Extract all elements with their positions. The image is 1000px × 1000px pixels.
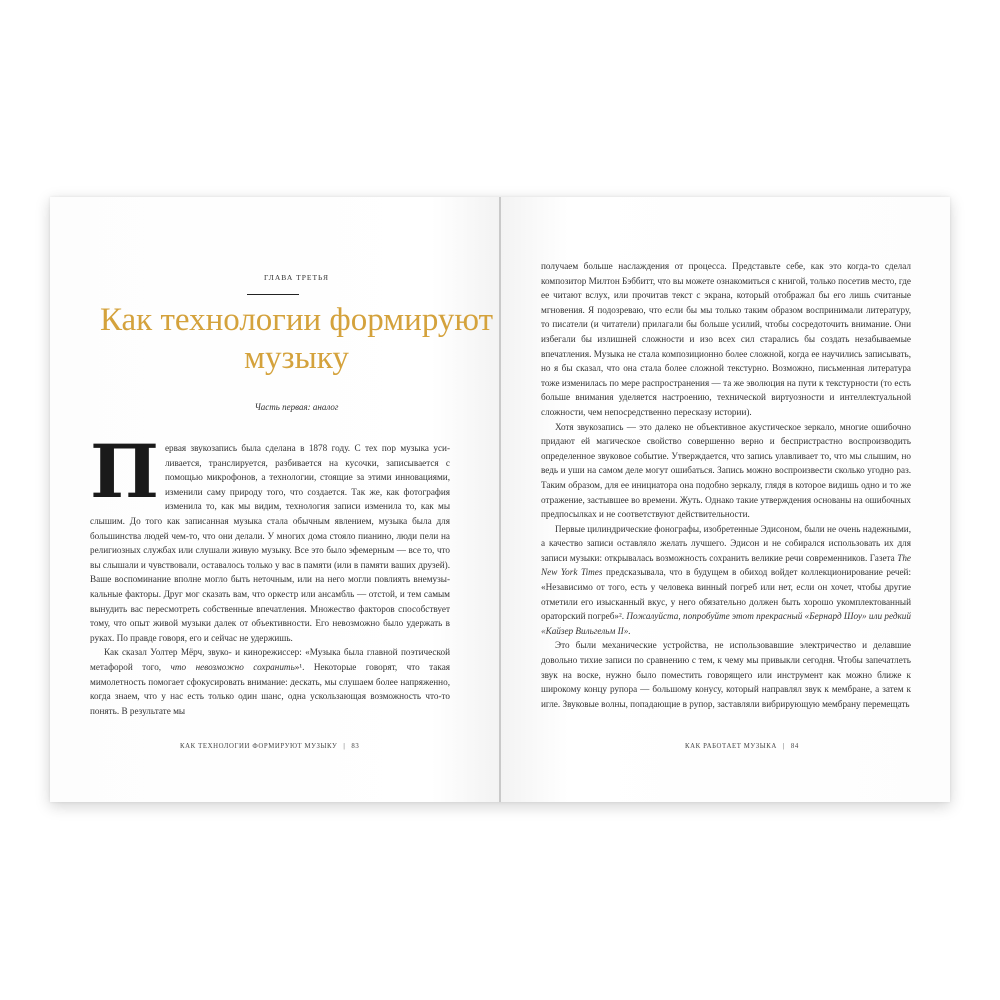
left-page [50, 197, 499, 802]
paragraph-text: Первые цилиндрические фонографы, изобретенные Эдисоном, были не очень надежными, а качество записи оставляло желать лучшего. Эдисон и не собирался использовать их для записи музыки: открывалась возможность сохранить великие речи современников. Газета [541, 523, 911, 563]
paragraph [90, 429, 450, 645]
right-page [501, 197, 950, 802]
page-number: 83 [351, 743, 360, 750]
paragraph [541, 522, 911, 639]
paragraph: Хотя звукозапись — это далеко не объективное акустическое зеркало, многие ошибочно придают ей магическое свойство совершенно верно и беспристрастно воспроизводить определенное звуковое событие. Утверждается, что запись улавливает то, что мы слышим, но ведь и уши на самом деле могут ошибаться. Запись можно воспроизвести сколько угодно раз. Таким образом, для ее инициатора она подобно зеркалу, глядя в которое видишь одно и то же отражение, застывшее во времени. Жуть. Однако такие утверждения основаны на ошибочных предпосылках и не соответствуют действительности. [541, 421, 911, 520]
left-page-footer [180, 743, 359, 750]
paragraph-text: ервая звукозапись была сделана в 1878 году. С тех пор музыка усиливается, транслируется, разбивается на кусочки, записывается с помощью микрофонов, а технологии, стоящие за этими инновациями, изменили саму природу того, что создается. Так же, как фотография изменила то, как мы видим, технология записи изменила то, как мы слышим. До того как записанная музыка стала обычным явлением, музыка была для большинства людей чем-то, что они делали. У многих дома стояло пианино, люди пели на религиозных службах или слушали живую музыку. Все это было эфемерным — все то, что вы слышали и чувствовали, оставалось только у вас в памяти (или в памяти ваших друзей). Ваше воспоминание вполне могло быть неточным, или на него могли повлиять внемузыкальные факторы. Друг мог сказать вам, что оркестр или ансамбль — отстой, и тем самым вынудить вас пересмотреть собственные впечатления. Множество факторов способствует тому, что опыт живой музыки далек от объективности. Его невозможно было удержать в руках. По правде говоря, его и сейчас не удержишь. [90, 443, 450, 643]
right-page-body [541, 259, 911, 711]
footer-separator: | [343, 743, 346, 750]
chapter-label: ГЛАВА ТРЕТЬЯ [264, 273, 329, 282]
footer-separator: | [782, 743, 785, 750]
paragraph-text: предсказывала, что в будущем в обиход войдет коллекционирование речей: «Независимо от того, есть у человека винный погреб или нет, если он хочет, чтобы другие отметили его изысканный вкус, у него обязательно должен быть хорошо укомплектованный ораторский погреб»². [541, 567, 912, 622]
running-title: КАК ТЕХНОЛОГИИ ФОРМИРУЮТ МУЗЫКУ [180, 743, 338, 750]
paragraph: получаем больше наслаждения от процесса. Представьте себе, как это когда-то сделал композитор Милтон Бэббитт, что вы можете ознакомиться с книгой, только посетив место, где ее читают вслух, или прочитав текст с экрана, который отображал бы его лишь считаные мгновения. Я подозреваю, что если бы мы только таким образом воспринимали литературу, то писатели (и читатели) прилагали бы больше усилий, чтобы сосредоточить внимание. Они избегали бы излишней сложности и изо всех сил старались бы создать незабываемые впечатления. Музыка не стала композиционно более сложной, когда ее научились записывать, но я бы сказал, что она стала более сложной текстурно. Возможно, письменная литература тоже изменилась по мере распространения — та же эволюция на пути к текстурности (то есть больше внимания уделяется настроению, технической виртуозности и интеллектуальной сложности, чем непосредственно пересказу истории). [541, 261, 911, 417]
paragraph: Это были механические устройства, не использовавшие электричество и делавшие довольно тихие записи по сравнению с тем, к чему мы привыкли сегодня. Чтобы запечатлеть звук на воске, нужно было поместить говорящего или инструмент как можно ближе к широкому концу рупора — большому конусу, который направлял звук к мембране, а затем к игле. Звуковые волны, попадающие в рупор, заставляли вибрирующую мембрану перемещать [541, 640, 911, 709]
drop-cap: П [90, 429, 159, 515]
chapter-title: Как технологии формируют музыку [99, 302, 494, 376]
paragraph-text: »¹. Некоторые говорят, что такая мимолетность помогает сфокусировать внимание: дескать, мы слушаем более напряженно, когда знаем, что у нас есть только один шанс, одна ускользающая возможность что-то понять. В результате мы [90, 661, 451, 716]
paragraph [90, 645, 450, 718]
left-page-body [90, 429, 451, 718]
italic-quote: что невозможно сохранить [170, 661, 295, 672]
page-number: 84 [790, 743, 799, 750]
italic-aside: Пожалуйста, попробуйте этот прекрасный «Бернард Шоу» или редкий «Кайзер Вильгельм II». [541, 611, 911, 636]
running-title: КАК РАБОТАЕТ МУЗЫКА [685, 743, 777, 750]
chapter-rule-divider [247, 294, 299, 295]
part-title: Часть первая: аналог [254, 402, 339, 412]
book-spread [50, 197, 950, 802]
right-page-footer [685, 743, 799, 750]
newspaper-title: The New York Times [541, 552, 911, 578]
paragraph-text: Как сказал Уолтер Мёрч, звуко- и кинорежиссер: «Музыка была главной поэтической метафорой того, [90, 647, 450, 672]
